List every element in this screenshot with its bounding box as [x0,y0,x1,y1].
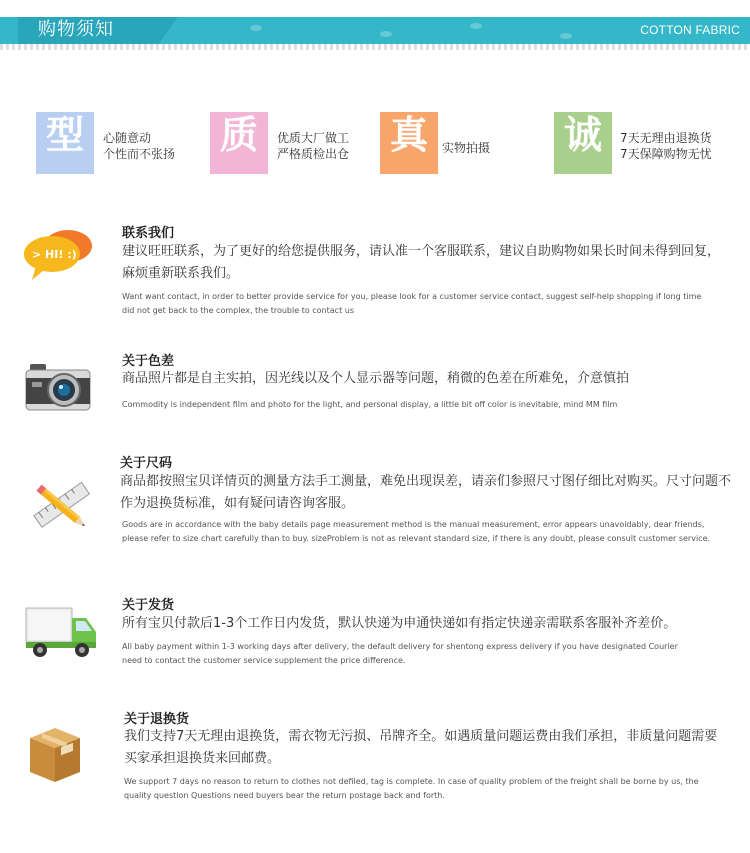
feature-tile [36,112,94,174]
section-english: We support 7 days no reason to return to clothes not defiled, tag is complete. In case of quality problem of the freight shall be borne by us, the quality question Questions need buyers bear the return postage back and forth. [124,777,699,800]
feature-line2: 个性而不张扬 [103,147,176,161]
section-shipping [0,594,750,674]
feature-char: 诚 [563,112,602,157]
page-title: 购物须知 [38,19,114,40]
feature-text [103,130,175,162]
divider [0,44,750,50]
leaf-decoration [470,23,482,29]
section-english: All baby payment within 1-3 working days after delivery, the default delivery for shentong express delivery if you have designated Courier need to contact the customer service supplement the price difference. [122,642,678,665]
feature-text [277,130,349,162]
feature-line2: 7天保障购物无忧 [620,147,712,161]
feature-real [380,112,520,174]
section-english: Goods are in accordance with the baby details page measurement method is the manual measurement, error appears unavoidably, dear friends, please refer to size chart carefully than to buy. sizeProblem is not as relevant standard size, if there is any doubt, please consult customer service. [122,520,711,543]
header-banner [0,17,750,44]
leaf-decoration [380,31,392,37]
section-title: 联系我们 [122,226,175,241]
ruler-pencil-icon [30,478,94,536]
feature-line1: 心随意动 [103,131,152,145]
section-contact [0,220,750,320]
feature-tile [554,112,612,174]
section-body: 商品都按照宝贝详情页的测量方法手工测量，难免出现误差，请亲们参照尺寸图仔细比对购买。尺寸问题不作为退换货标准，如有疑问请咨询客服。 [120,474,732,511]
section-title: 关于尺码 [120,456,173,471]
section-title: 关于退换货 [124,712,190,727]
section-body: 商品照片都是自主实拍，因光线以及个人显示器等问题，稍微的色差在所难免，介意慎拍 [122,371,630,386]
section-color [0,348,750,418]
section-title: 关于色差 [122,354,175,369]
feature-tile [210,112,268,174]
chat-bubble-icon [22,226,94,282]
feature-style [36,112,196,174]
box-icon [26,724,84,786]
feature-char: 型 [45,112,84,157]
feature-line1: 7天无理由退换货 [620,131,712,145]
feature-char: 真 [389,112,428,157]
feature-text [620,130,712,162]
section-title: 关于发货 [122,598,175,613]
brand-label: COTTON FABRIC [640,23,740,37]
leaf-decoration [560,33,572,39]
leaf-decoration [250,25,262,31]
camera-icon [24,360,92,412]
section-body: 建议旺旺联系，为了更好的给您提供服务，请认准一个客服联系，建议自助购物如果长时间未得到回复，麻烦重新联系我们。 [122,244,721,281]
section-body: 我们支持7天无理由退换货，需衣物无污损、吊牌齐全。如遇质量问题运费由我们承担，非质量问题需要买家承担退换货来回邮费。 [124,729,718,766]
feature-quality [210,112,370,174]
feature-line1: 优质大厂做工 [277,131,350,145]
feature-line2: 严格质检出仓 [277,147,350,161]
feature-line1: 实物拍摄 [442,141,491,155]
feature-text [442,140,490,156]
section-body: 所有宝贝付款后1-3个工作日内发货，默认快递为申通快递如有指定快递亲需联系客服补齐差价。 [122,616,677,631]
section-size [0,452,750,567]
section-english: Commodity is independent film and photo for the light, and personal display, a little bit off color is inevitable, mind MM film [122,400,618,409]
truck-icon [24,604,98,660]
feature-tile [380,112,438,174]
section-english: Want want contact, in order to better provide service for you, please look for a customer service contact, suggest self-help shopping if long time did not get back to the complex, the trouble to contact us [122,292,702,315]
chat-bubble-text: > HI! :) [32,248,77,261]
feature-char: 质 [219,112,258,157]
section-returns [0,708,750,808]
feature-honest [554,112,744,174]
